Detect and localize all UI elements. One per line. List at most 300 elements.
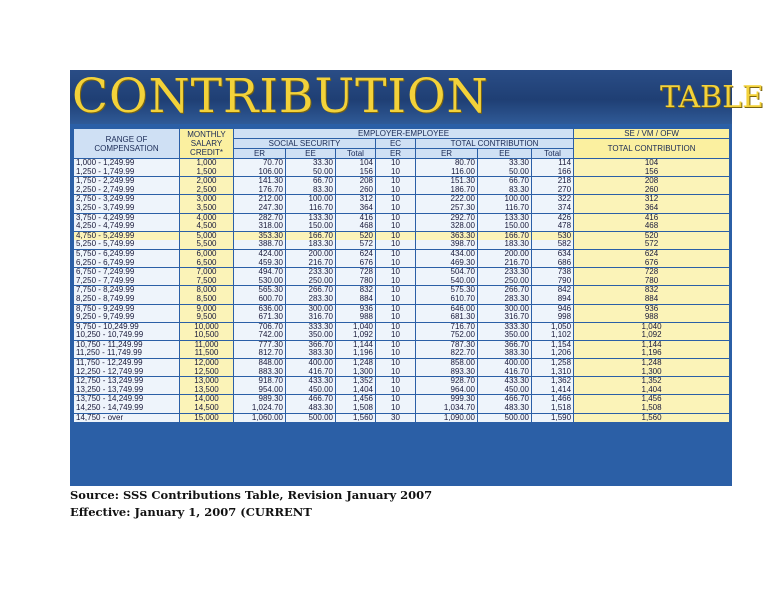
cell-se-total: 1,040 bbox=[574, 322, 730, 331]
cell-range: 14,250 - 14,749.99 bbox=[74, 404, 180, 413]
cell-ss-total: 156 bbox=[336, 168, 376, 177]
cell-range: 1,750 - 2,249.99 bbox=[74, 177, 180, 186]
cell-tc-total: 842 bbox=[532, 286, 574, 295]
cell-range: 12,250 - 12,749.99 bbox=[74, 368, 180, 377]
cell-se-total: 208 bbox=[574, 177, 730, 186]
cell-ss-er: 812.70 bbox=[234, 349, 286, 358]
cell-se-total: 832 bbox=[574, 286, 730, 295]
header-se-total: TOTAL CONTRIBUTION bbox=[574, 139, 730, 159]
cell-msc: 5,500 bbox=[180, 240, 234, 249]
cell-tc-ee: 416.70 bbox=[478, 368, 532, 377]
table-row bbox=[74, 359, 730, 368]
cell-ec-er: 10 bbox=[376, 286, 416, 295]
cell-tc-ee: 33.30 bbox=[478, 159, 532, 168]
cell-tc-total: 530 bbox=[532, 231, 574, 240]
cell-tc-total: 686 bbox=[532, 259, 574, 268]
cell-ec-er: 10 bbox=[376, 349, 416, 358]
cell-range: 7,750 - 8,249.99 bbox=[74, 286, 180, 295]
cell-ss-ee: 250.00 bbox=[286, 277, 336, 286]
table-row bbox=[74, 222, 730, 231]
cell-ss-er: 530.00 bbox=[234, 277, 286, 286]
cell-ss-ee: 383.30 bbox=[286, 349, 336, 358]
cell-msc: 9,000 bbox=[180, 304, 234, 313]
header-ec-er: ER bbox=[376, 149, 416, 159]
cell-ss-ee: 133.30 bbox=[286, 213, 336, 222]
table-row bbox=[74, 377, 730, 386]
cell-range: 4,750 - 5,249.99 bbox=[74, 231, 180, 240]
cell-tc-er: 928.70 bbox=[416, 377, 478, 386]
cell-ss-total: 780 bbox=[336, 277, 376, 286]
table-row bbox=[74, 295, 730, 304]
cell-ss-er: 459.30 bbox=[234, 259, 286, 268]
cell-ss-total: 364 bbox=[336, 204, 376, 213]
banner-title-main: CONTRIBUTION bbox=[72, 69, 489, 124]
cell-range: 2,750 - 3,249.99 bbox=[74, 195, 180, 204]
cell-ss-ee: 466.70 bbox=[286, 395, 336, 404]
cell-ec-er: 10 bbox=[376, 168, 416, 177]
table-row bbox=[74, 240, 730, 249]
cell-ss-total: 988 bbox=[336, 313, 376, 322]
cell-range: 3,250 - 3,749.99 bbox=[74, 204, 180, 213]
cell-tc-er: 893.30 bbox=[416, 368, 478, 377]
header-total-contribution: TOTAL CONTRIBUTION bbox=[416, 139, 574, 149]
header-ss-total: Total bbox=[336, 149, 376, 159]
cell-tc-total: 1,050 bbox=[532, 322, 574, 331]
cell-msc: 7,500 bbox=[180, 277, 234, 286]
cell-tc-er: 858.00 bbox=[416, 359, 478, 368]
table-row bbox=[74, 395, 730, 404]
cell-ss-total: 1,560 bbox=[336, 413, 376, 422]
cell-tc-total: 1,414 bbox=[532, 386, 574, 395]
cell-ss-er: 353.30 bbox=[234, 231, 286, 240]
cell-ss-ee: 350.00 bbox=[286, 331, 336, 340]
cell-ss-ee: 300.00 bbox=[286, 304, 336, 313]
cell-tc-er: 681.30 bbox=[416, 313, 478, 322]
cell-ss-er: 106.00 bbox=[234, 168, 286, 177]
cell-ss-total: 572 bbox=[336, 240, 376, 249]
table-row bbox=[74, 249, 730, 258]
cell-msc: 13,000 bbox=[180, 377, 234, 386]
header-employer-employee: EMPLOYER-EMPLOYEE bbox=[234, 129, 574, 139]
cell-tc-er: 186.70 bbox=[416, 186, 478, 195]
cell-ss-er: 742.00 bbox=[234, 331, 286, 340]
table-row bbox=[74, 286, 730, 295]
cell-msc: 1,500 bbox=[180, 168, 234, 177]
cell-ec-er: 10 bbox=[376, 277, 416, 286]
cell-tc-total: 582 bbox=[532, 240, 574, 249]
cell-ss-ee: 150.00 bbox=[286, 222, 336, 231]
table-row bbox=[74, 195, 730, 204]
table-row bbox=[74, 159, 730, 168]
source-line: Source: SSS Contributions Table, Revision January 2007 bbox=[70, 488, 433, 502]
cell-tc-ee: 300.00 bbox=[478, 304, 532, 313]
cell-range: 10,750 - 11,249.99 bbox=[74, 340, 180, 349]
cell-tc-er: 328.00 bbox=[416, 222, 478, 231]
table-row bbox=[74, 322, 730, 331]
header-msc: MONTHLY SALARY CREDIT* bbox=[180, 129, 234, 159]
cell-msc: 3,500 bbox=[180, 204, 234, 213]
cell-se-total: 1,560 bbox=[574, 413, 730, 422]
table-row bbox=[74, 368, 730, 377]
cell-ec-er: 10 bbox=[376, 359, 416, 368]
cell-tc-er: 398.70 bbox=[416, 240, 478, 249]
cell-tc-total: 114 bbox=[532, 159, 574, 168]
source-note bbox=[70, 487, 432, 521]
cell-tc-ee: 250.00 bbox=[478, 277, 532, 286]
cell-tc-total: 998 bbox=[532, 313, 574, 322]
cell-ss-er: 565.30 bbox=[234, 286, 286, 295]
cell-se-total: 1,300 bbox=[574, 368, 730, 377]
cell-se-total: 1,352 bbox=[574, 377, 730, 386]
cell-range: 14,750 - over bbox=[74, 413, 180, 422]
cell-range: 6,250 - 6,749.99 bbox=[74, 259, 180, 268]
table-row bbox=[74, 177, 730, 186]
cell-se-total: 1,508 bbox=[574, 404, 730, 413]
cell-ss-er: 918.70 bbox=[234, 377, 286, 386]
cell-ss-ee: 116.70 bbox=[286, 204, 336, 213]
cell-ss-er: 600.70 bbox=[234, 295, 286, 304]
cell-ss-ee: 500.00 bbox=[286, 413, 336, 422]
cell-tc-er: 1,090.00 bbox=[416, 413, 478, 422]
cell-ec-er: 10 bbox=[376, 377, 416, 386]
header-ss-ee: EE bbox=[286, 149, 336, 159]
cell-range: 3,750 - 4,249.99 bbox=[74, 213, 180, 222]
cell-tc-ee: 333.30 bbox=[478, 322, 532, 331]
cell-range: 8,750 - 9,249.99 bbox=[74, 304, 180, 313]
cell-tc-ee: 383.30 bbox=[478, 349, 532, 358]
cell-ss-er: 70.70 bbox=[234, 159, 286, 168]
cell-msc: 4,500 bbox=[180, 222, 234, 231]
cell-ec-er: 10 bbox=[376, 340, 416, 349]
cell-tc-er: 222.00 bbox=[416, 195, 478, 204]
cell-ec-er: 10 bbox=[376, 313, 416, 322]
cell-se-total: 676 bbox=[574, 259, 730, 268]
cell-msc: 14,500 bbox=[180, 404, 234, 413]
cell-tc-ee: 116.70 bbox=[478, 204, 532, 213]
cell-se-total: 468 bbox=[574, 222, 730, 231]
cell-tc-er: 646.00 bbox=[416, 304, 478, 313]
cell-range: 10,250 - 10,749.99 bbox=[74, 331, 180, 340]
cell-tc-ee: 200.00 bbox=[478, 249, 532, 258]
table-row bbox=[74, 186, 730, 195]
cell-ec-er: 10 bbox=[376, 240, 416, 249]
cell-ec-er: 10 bbox=[376, 368, 416, 377]
cell-ss-er: 777.30 bbox=[234, 340, 286, 349]
cell-se-total: 1,144 bbox=[574, 340, 730, 349]
cell-ss-total: 936 bbox=[336, 304, 376, 313]
cell-se-total: 1,092 bbox=[574, 331, 730, 340]
header-ec: EC bbox=[376, 139, 416, 149]
cell-ss-total: 520 bbox=[336, 231, 376, 240]
cell-se-total: 1,404 bbox=[574, 386, 730, 395]
cell-ss-ee: 366.70 bbox=[286, 340, 336, 349]
cell-ss-ee: 183.30 bbox=[286, 240, 336, 249]
cell-range: 9,750 - 10,249.99 bbox=[74, 322, 180, 331]
table-row bbox=[74, 331, 730, 340]
cell-se-total: 988 bbox=[574, 313, 730, 322]
table-body bbox=[74, 159, 730, 423]
cell-ss-ee: 233.30 bbox=[286, 268, 336, 277]
cell-range: 7,250 - 7,749.99 bbox=[74, 277, 180, 286]
cell-range: 5,750 - 6,249.99 bbox=[74, 249, 180, 258]
cell-ec-er: 10 bbox=[376, 404, 416, 413]
cell-tc-ee: 66.70 bbox=[478, 177, 532, 186]
cell-ec-er: 10 bbox=[376, 249, 416, 258]
cell-tc-ee: 266.70 bbox=[478, 286, 532, 295]
cell-ec-er: 10 bbox=[376, 259, 416, 268]
cell-ss-ee: 266.70 bbox=[286, 286, 336, 295]
cell-tc-er: 752.00 bbox=[416, 331, 478, 340]
cell-range: 13,250 - 13,749.99 bbox=[74, 386, 180, 395]
cell-ss-total: 416 bbox=[336, 213, 376, 222]
cell-msc: 9,500 bbox=[180, 313, 234, 322]
cell-tc-total: 478 bbox=[532, 222, 574, 231]
cell-tc-total: 1,102 bbox=[532, 331, 574, 340]
cell-ss-total: 728 bbox=[336, 268, 376, 277]
cell-tc-total: 946 bbox=[532, 304, 574, 313]
cell-range: 5,250 - 5,749.99 bbox=[74, 240, 180, 249]
cell-se-total: 936 bbox=[574, 304, 730, 313]
cell-tc-total: 1,466 bbox=[532, 395, 574, 404]
cell-ss-total: 1,404 bbox=[336, 386, 376, 395]
cell-ss-total: 208 bbox=[336, 177, 376, 186]
cell-tc-total: 166 bbox=[532, 168, 574, 177]
cell-tc-ee: 100.00 bbox=[478, 195, 532, 204]
cell-tc-total: 374 bbox=[532, 204, 574, 213]
cell-tc-ee: 133.30 bbox=[478, 213, 532, 222]
cell-range: 4,250 - 4,749.99 bbox=[74, 222, 180, 231]
cell-msc: 10,000 bbox=[180, 322, 234, 331]
cell-se-total: 1,196 bbox=[574, 349, 730, 358]
title-banner bbox=[70, 69, 764, 124]
table-row bbox=[74, 204, 730, 213]
cell-tc-ee: 233.30 bbox=[478, 268, 532, 277]
cell-ss-er: 212.00 bbox=[234, 195, 286, 204]
cell-ss-total: 1,196 bbox=[336, 349, 376, 358]
cell-ss-ee: 450.00 bbox=[286, 386, 336, 395]
cell-tc-er: 822.70 bbox=[416, 349, 478, 358]
cell-tc-ee: 450.00 bbox=[478, 386, 532, 395]
cell-tc-er: 151.30 bbox=[416, 177, 478, 186]
header-se-vm-ofw: SE / VM / OFW bbox=[574, 129, 730, 139]
cell-ss-ee: 100.00 bbox=[286, 195, 336, 204]
cell-ss-er: 141.30 bbox=[234, 177, 286, 186]
cell-ss-ee: 283.30 bbox=[286, 295, 336, 304]
cell-tc-er: 504.70 bbox=[416, 268, 478, 277]
cell-ec-er: 10 bbox=[376, 331, 416, 340]
cell-tc-total: 1,206 bbox=[532, 349, 574, 358]
cell-ss-er: 671.30 bbox=[234, 313, 286, 322]
table-row bbox=[74, 259, 730, 268]
cell-tc-er: 575.30 bbox=[416, 286, 478, 295]
cell-range: 1,250 - 1,749.99 bbox=[74, 168, 180, 177]
contribution-table bbox=[73, 128, 730, 422]
cell-tc-ee: 150.00 bbox=[478, 222, 532, 231]
cell-tc-er: 787.30 bbox=[416, 340, 478, 349]
cell-tc-total: 894 bbox=[532, 295, 574, 304]
header-ss-er: ER bbox=[234, 149, 286, 159]
cell-msc: 2,000 bbox=[180, 177, 234, 186]
table-row bbox=[74, 349, 730, 358]
cell-ss-er: 247.30 bbox=[234, 204, 286, 213]
cell-tc-ee: 366.70 bbox=[478, 340, 532, 349]
cell-range: 11,750 - 12,249.99 bbox=[74, 359, 180, 368]
cell-se-total: 156 bbox=[574, 168, 730, 177]
table-row bbox=[74, 277, 730, 286]
cell-ss-er: 883.30 bbox=[234, 368, 286, 377]
cell-tc-total: 270 bbox=[532, 186, 574, 195]
cell-ss-total: 1,352 bbox=[336, 377, 376, 386]
cell-msc: 3,000 bbox=[180, 195, 234, 204]
cell-tc-total: 1,518 bbox=[532, 404, 574, 413]
table-row bbox=[74, 413, 730, 422]
cell-ec-er: 10 bbox=[376, 304, 416, 313]
cell-ec-er: 10 bbox=[376, 395, 416, 404]
cell-ss-er: 176.70 bbox=[234, 186, 286, 195]
cell-tc-ee: 183.30 bbox=[478, 240, 532, 249]
cell-ss-total: 832 bbox=[336, 286, 376, 295]
cell-se-total: 364 bbox=[574, 204, 730, 213]
cell-tc-total: 1,154 bbox=[532, 340, 574, 349]
cell-range: 1,000 - 1,249.99 bbox=[74, 159, 180, 168]
table-row bbox=[74, 313, 730, 322]
cell-msc: 1,000 bbox=[180, 159, 234, 168]
cell-ss-ee: 333.30 bbox=[286, 322, 336, 331]
cell-msc: 8,500 bbox=[180, 295, 234, 304]
cell-ss-er: 282.70 bbox=[234, 213, 286, 222]
cell-ss-ee: 216.70 bbox=[286, 259, 336, 268]
effective-line: Effective: January 1, 2007 (CURRENT bbox=[70, 505, 312, 519]
cell-se-total: 780 bbox=[574, 277, 730, 286]
cell-tc-ee: 400.00 bbox=[478, 359, 532, 368]
cell-range: 12,750 - 13,249.99 bbox=[74, 377, 180, 386]
cell-msc: 6,500 bbox=[180, 259, 234, 268]
cell-ss-er: 318.00 bbox=[234, 222, 286, 231]
cell-tc-total: 322 bbox=[532, 195, 574, 204]
cell-ec-er: 10 bbox=[376, 204, 416, 213]
cell-tc-er: 434.00 bbox=[416, 249, 478, 258]
cell-ss-er: 954.00 bbox=[234, 386, 286, 395]
cell-tc-er: 116.00 bbox=[416, 168, 478, 177]
cell-ss-total: 884 bbox=[336, 295, 376, 304]
cell-se-total: 416 bbox=[574, 213, 730, 222]
cell-range: 13,750 - 14,249.99 bbox=[74, 395, 180, 404]
table-row bbox=[74, 304, 730, 313]
cell-ss-er: 848.00 bbox=[234, 359, 286, 368]
cell-tc-er: 964.00 bbox=[416, 386, 478, 395]
cell-ss-total: 468 bbox=[336, 222, 376, 231]
cell-ss-total: 1,040 bbox=[336, 322, 376, 331]
cell-ss-ee: 316.70 bbox=[286, 313, 336, 322]
cell-tc-er: 257.30 bbox=[416, 204, 478, 213]
cell-ss-total: 104 bbox=[336, 159, 376, 168]
cell-range: 2,250 - 2,749.99 bbox=[74, 186, 180, 195]
cell-tc-er: 363.30 bbox=[416, 231, 478, 240]
cell-ss-er: 636.00 bbox=[234, 304, 286, 313]
cell-se-total: 728 bbox=[574, 268, 730, 277]
cell-ss-er: 424.00 bbox=[234, 249, 286, 258]
cell-tc-total: 790 bbox=[532, 277, 574, 286]
cell-se-total: 312 bbox=[574, 195, 730, 204]
cell-se-total: 1,456 bbox=[574, 395, 730, 404]
cell-tc-ee: 166.70 bbox=[478, 231, 532, 240]
cell-tc-er: 80.70 bbox=[416, 159, 478, 168]
cell-msc: 15,000 bbox=[180, 413, 234, 422]
cell-ss-er: 494.70 bbox=[234, 268, 286, 277]
cell-ss-ee: 33.30 bbox=[286, 159, 336, 168]
cell-tc-ee: 466.70 bbox=[478, 395, 532, 404]
cell-ec-er: 10 bbox=[376, 295, 416, 304]
cell-se-total: 1,248 bbox=[574, 359, 730, 368]
cell-msc: 12,000 bbox=[180, 359, 234, 368]
cell-ec-er: 10 bbox=[376, 213, 416, 222]
table-row bbox=[74, 231, 730, 240]
cell-tc-er: 540.00 bbox=[416, 277, 478, 286]
cell-ss-er: 1,024.70 bbox=[234, 404, 286, 413]
cell-msc: 14,000 bbox=[180, 395, 234, 404]
cell-ec-er: 10 bbox=[376, 186, 416, 195]
cell-tc-er: 469.30 bbox=[416, 259, 478, 268]
cell-msc: 4,000 bbox=[180, 213, 234, 222]
cell-ec-er: 10 bbox=[376, 159, 416, 168]
cell-msc: 13,500 bbox=[180, 386, 234, 395]
cell-ss-ee: 50.00 bbox=[286, 168, 336, 177]
table-row bbox=[74, 168, 730, 177]
cell-ss-ee: 166.70 bbox=[286, 231, 336, 240]
banner-title-tail: TABLE bbox=[660, 80, 764, 115]
cell-tc-er: 610.70 bbox=[416, 295, 478, 304]
cell-ss-total: 1,248 bbox=[336, 359, 376, 368]
cell-msc: 11,500 bbox=[180, 349, 234, 358]
cell-ss-total: 1,092 bbox=[336, 331, 376, 340]
header-range: RANGE OF COMPENSATION bbox=[74, 129, 180, 159]
cell-ec-er: 10 bbox=[376, 195, 416, 204]
cell-ss-er: 388.70 bbox=[234, 240, 286, 249]
cell-ss-total: 1,456 bbox=[336, 395, 376, 404]
cell-ec-er: 30 bbox=[376, 413, 416, 422]
cell-se-total: 884 bbox=[574, 295, 730, 304]
cell-msc: 7,000 bbox=[180, 268, 234, 277]
contribution-table-panel bbox=[70, 124, 732, 486]
cell-tc-ee: 433.30 bbox=[478, 377, 532, 386]
cell-tc-total: 218 bbox=[532, 177, 574, 186]
cell-ec-er: 10 bbox=[376, 322, 416, 331]
cell-ec-er: 10 bbox=[376, 231, 416, 240]
cell-se-total: 520 bbox=[574, 231, 730, 240]
cell-ss-total: 1,508 bbox=[336, 404, 376, 413]
cell-range: 9,250 - 9,749.99 bbox=[74, 313, 180, 322]
cell-tc-total: 1,590 bbox=[532, 413, 574, 422]
cell-msc: 10,500 bbox=[180, 331, 234, 340]
cell-tc-er: 716.70 bbox=[416, 322, 478, 331]
cell-tc-er: 999.30 bbox=[416, 395, 478, 404]
cell-tc-total: 1,258 bbox=[532, 359, 574, 368]
header-social-security: SOCIAL SECURITY bbox=[234, 139, 376, 149]
cell-ss-ee: 400.00 bbox=[286, 359, 336, 368]
cell-ss-er: 989.30 bbox=[234, 395, 286, 404]
cell-range: 8,250 - 8,749.99 bbox=[74, 295, 180, 304]
cell-msc: 5,000 bbox=[180, 231, 234, 240]
cell-msc: 12,500 bbox=[180, 368, 234, 377]
cell-ss-ee: 66.70 bbox=[286, 177, 336, 186]
cell-tc-ee: 50.00 bbox=[478, 168, 532, 177]
cell-msc: 2,500 bbox=[180, 186, 234, 195]
cell-tc-er: 1,034.70 bbox=[416, 404, 478, 413]
cell-ec-er: 10 bbox=[376, 177, 416, 186]
cell-tc-total: 1,362 bbox=[532, 377, 574, 386]
cell-tc-ee: 483.30 bbox=[478, 404, 532, 413]
cell-ss-total: 676 bbox=[336, 259, 376, 268]
